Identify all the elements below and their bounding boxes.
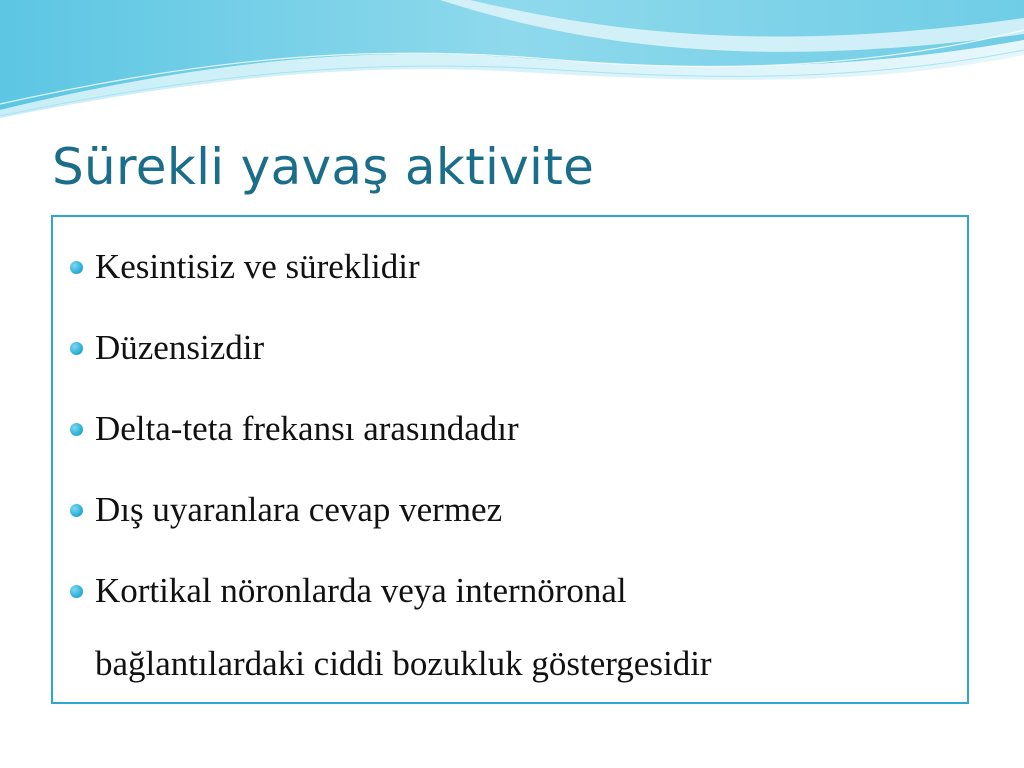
- bullet-text: Delta-teta frekansı arasındadır: [95, 409, 519, 448]
- bullet-dot-icon: [70, 423, 83, 436]
- bullet-text-continuation: bağlantılardaki ciddi bozukluk göstergesidir: [95, 644, 712, 683]
- bullet-dot-icon: [70, 504, 83, 517]
- content-box: [51, 215, 969, 704]
- slide-title: Sürekli yavaş aktivite: [52, 138, 595, 196]
- bullet-dot-icon: [70, 342, 83, 355]
- bullet-dot-icon: [70, 261, 83, 274]
- header-wave-decoration: [0, 0, 1024, 130]
- bullet-text: Kortikal nöronlarda veya internöronal: [95, 571, 627, 610]
- bullet-text: Düzensizdir: [95, 328, 265, 367]
- bullet-text: Kesintisiz ve süreklidir: [95, 247, 420, 286]
- bullet-dot-icon: [70, 585, 83, 598]
- bullet-text: Dış uyaranlara cevap vermez: [95, 490, 503, 529]
